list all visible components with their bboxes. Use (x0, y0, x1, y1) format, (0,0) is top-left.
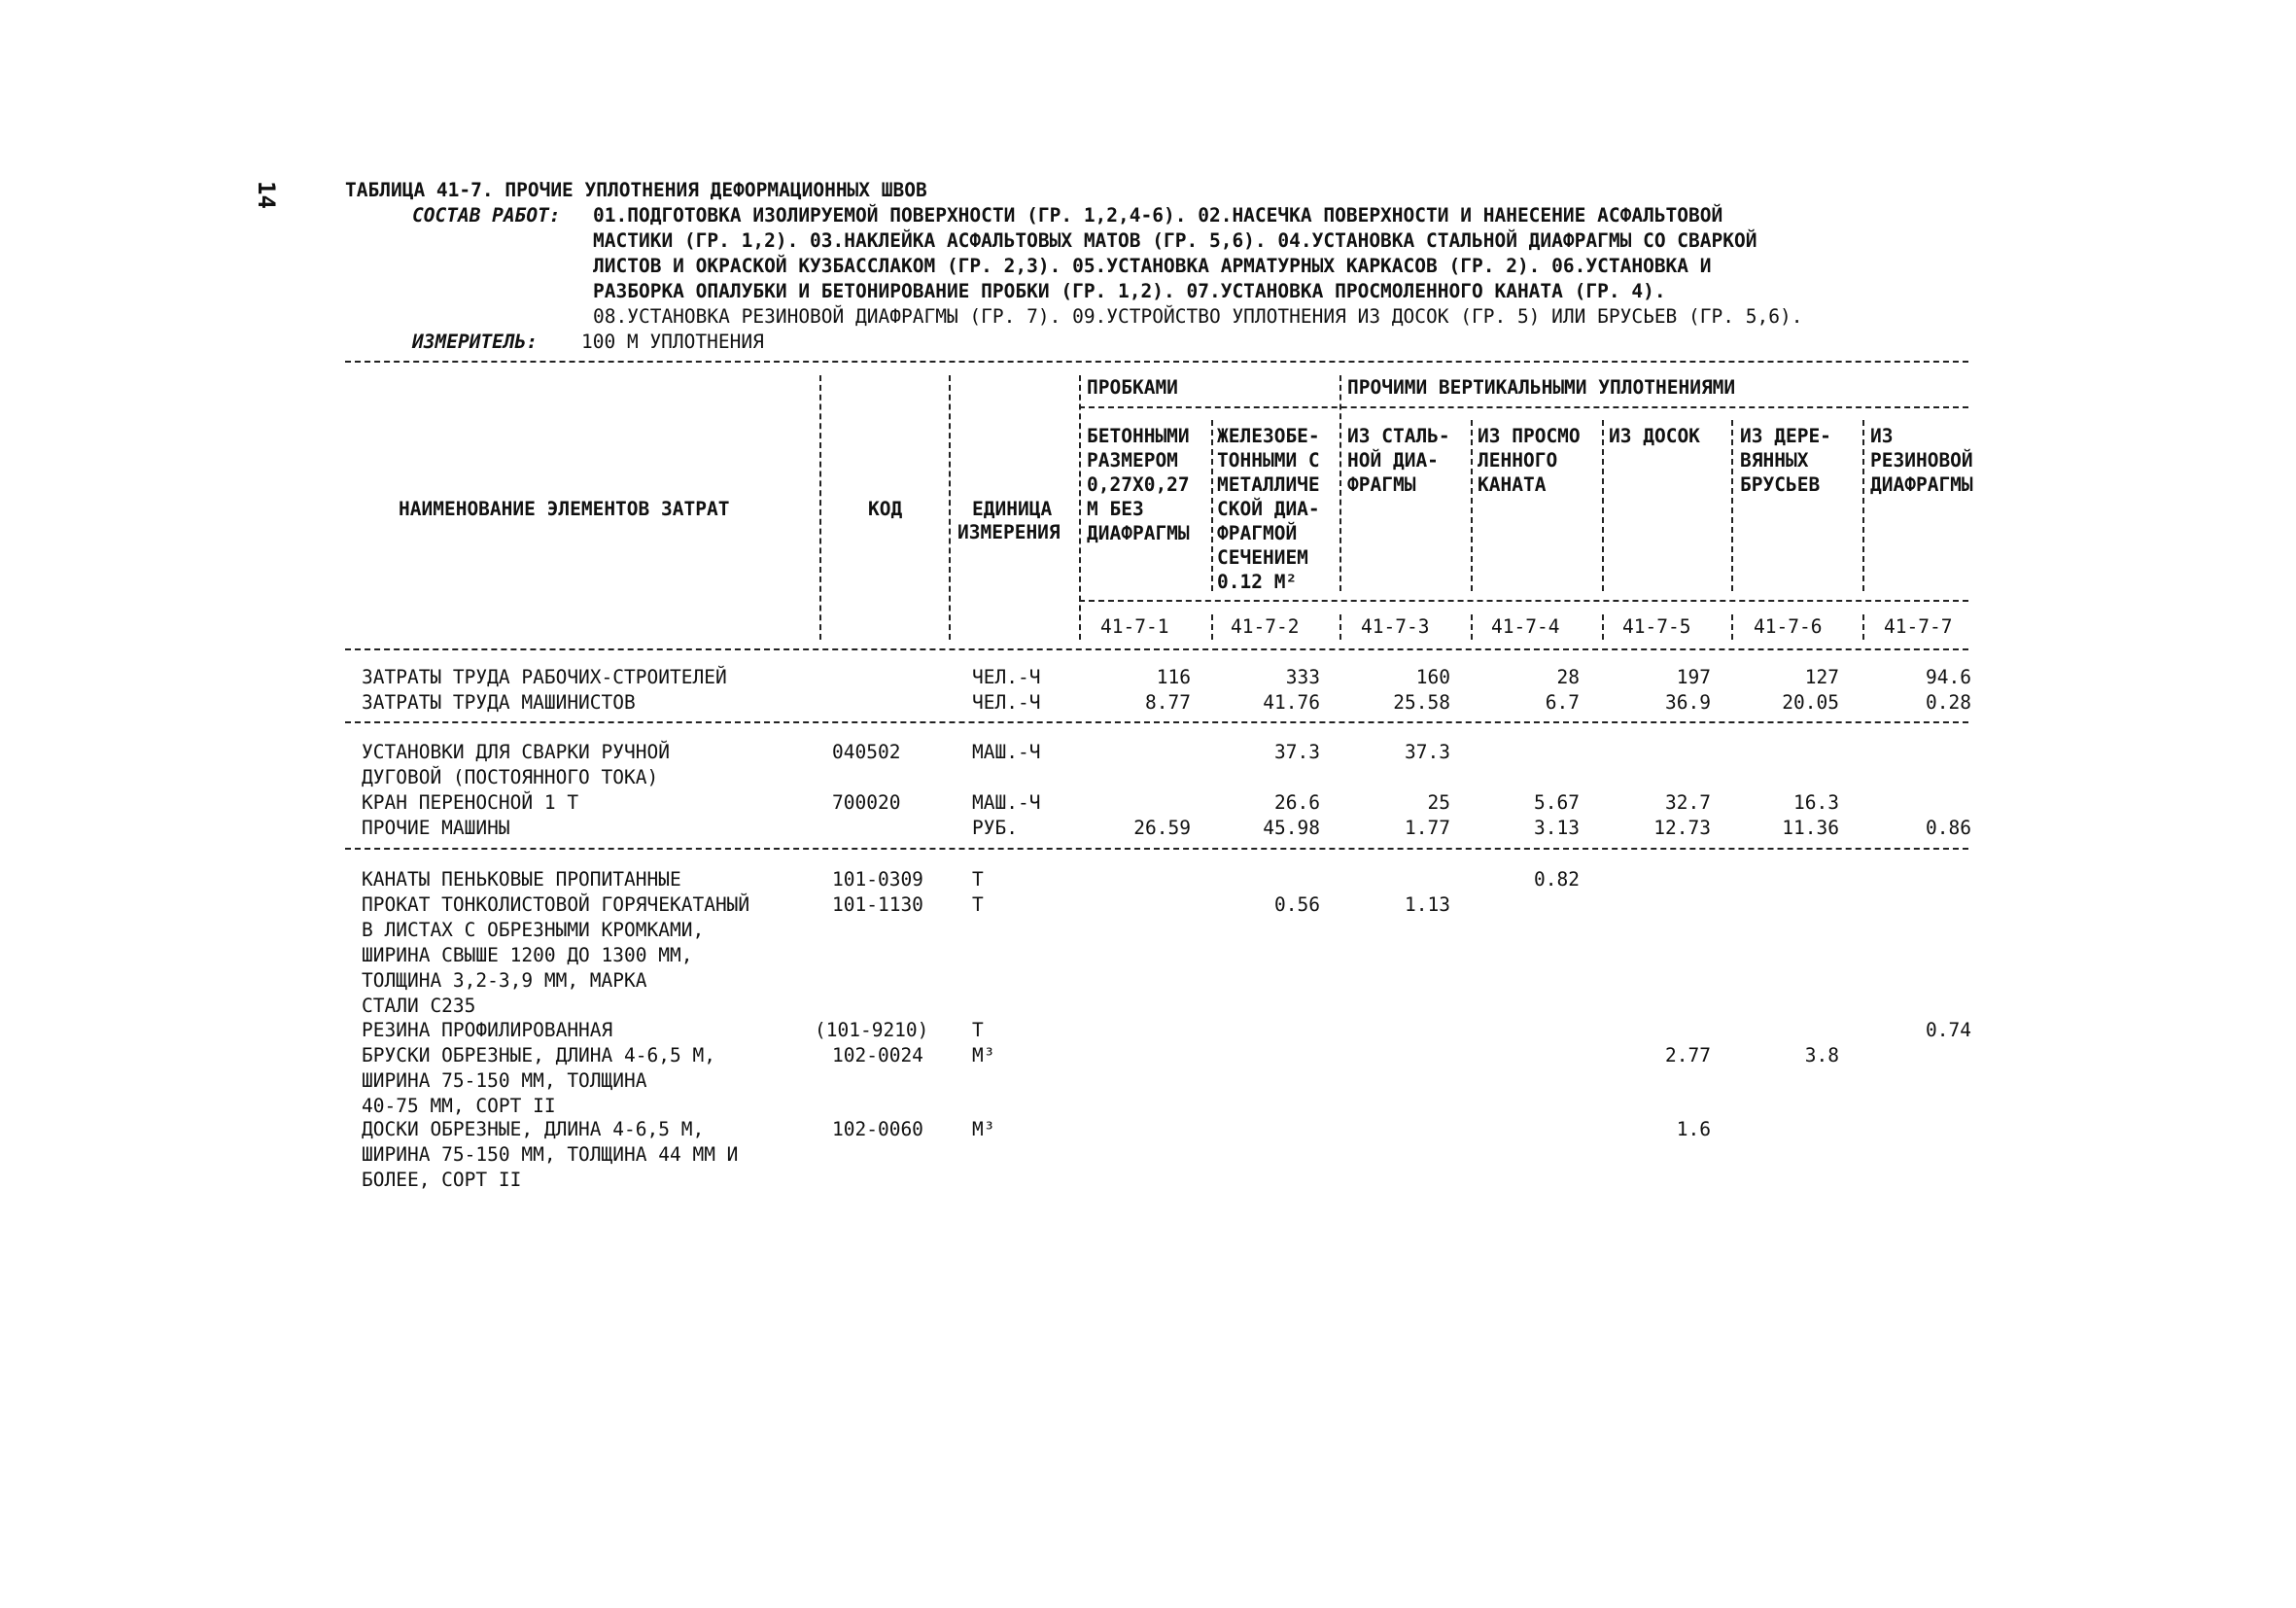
row-unit: Т (972, 1019, 984, 1041)
column-header-line: ДИАФРАГМЫ (1087, 522, 1190, 544)
row-name: ЗАТРАТЫ ТРУДА РАБОЧИХ-СТРОИТЕЛЕЙ (362, 666, 727, 688)
row-name: БОЛЕЕ, СОРТ II (362, 1169, 522, 1191)
row-value: 3.13 (1534, 817, 1580, 839)
row-value: 0.56 (1274, 893, 1320, 916)
row-value: 25.58 (1393, 691, 1450, 714)
header-code: КОД (868, 498, 903, 520)
row-code: (101-9210) (815, 1019, 929, 1041)
column-code: 41-7-3 (1361, 615, 1430, 638)
row-value: 127 (1804, 666, 1839, 688)
row-unit: Т (972, 893, 984, 916)
column-header-line: РЕЗИНОВОЙ (1870, 449, 1973, 472)
column-header-line: ДИАФРАГМЫ (1870, 473, 1973, 496)
row-name: УСТАНОВКИ ДЛЯ СВАРКИ РУЧНОЙ (362, 741, 670, 763)
col-divider (1731, 420, 1733, 591)
header-unit: ИЗМЕРЕНИЯ (957, 521, 1061, 543)
row-code: 101-0309 (832, 868, 923, 891)
col-divider (1079, 375, 1081, 640)
column-header-line: НОЙ ДИА- (1347, 449, 1439, 472)
header-group-other: ПРОЧИМИ ВЕРТИКАЛЬНЫМИ УПЛОТНЕНИЯМИ (1347, 376, 1736, 399)
column-header-line: МЕТАЛЛИЧЕ (1217, 473, 1320, 496)
header-unit: ЕДИНИЦА (972, 498, 1053, 520)
group-rule (1079, 406, 1968, 408)
col-divider (819, 375, 821, 640)
meter-label: ИЗМЕРИТЕЛЬ: (412, 331, 539, 353)
row-name: ДУГОВОЙ (ПОСТОЯННОГО ТОКА) (362, 766, 659, 788)
row-value: 41.76 (1263, 691, 1320, 714)
row-code: 101-1130 (832, 893, 923, 916)
row-code: 700020 (832, 791, 901, 814)
row-unit: М³ (972, 1118, 995, 1140)
composition-line: 01.ПОДГОТОВКА ИЗОЛИРУЕМОЙ ПОВЕРХНОСТИ (ГР. 1,2,4-6). 02.НАСЕЧКА ПОВЕРХНОСТИ И НАНЕСЕНИЕ АСФАЛЬТОВОЙ (593, 204, 1723, 227)
row-name: ПРОКАТ ТОНКОЛИСТОВОЙ ГОРЯЧЕКАТАНЫЙ (362, 893, 750, 916)
composition-line: МАСТИКИ (ГР. 1,2). 03.НАКЛЕЙКА АСФАЛЬТОВЫХ МАТОВ (ГР. 5,6). 04.УСТАНОВКА СТАЛЬНОЙ ДИАФРАГМЫ СО СВАРКОЙ (593, 229, 1757, 252)
row-code: 102-0024 (832, 1044, 923, 1066)
column-code: 41-7-6 (1754, 615, 1823, 638)
row-unit: М³ (972, 1044, 995, 1066)
row-value: 36.9 (1665, 691, 1711, 714)
row-value: 12.73 (1653, 817, 1711, 839)
column-header-line: 0.12 М² (1217, 571, 1298, 593)
col-divider (1471, 614, 1473, 640)
meter-value: 100 М УПЛОТНЕНИЯ (581, 331, 764, 353)
header-group-plugs: ПРОБКАМИ (1087, 376, 1178, 399)
row-value: 1.6 (1676, 1118, 1711, 1140)
row-value: 45.98 (1263, 817, 1320, 839)
column-header-line: ТОННЫМИ С (1217, 449, 1320, 472)
header-bottom-rule (345, 648, 1968, 650)
column-header-line: ЖЕЛЕЗОБЕ- (1217, 425, 1320, 447)
column-header-line: КАНАТА (1478, 473, 1547, 496)
row-name: ШИРИНА 75-150 ММ, ТОЛЩИНА 44 ММ И (362, 1143, 739, 1166)
column-code: 41-7-4 (1491, 615, 1560, 638)
column-code: 41-7-5 (1622, 615, 1691, 638)
table-title: ТАБЛИЦА 41-7. ПРОЧИЕ УПЛОТНЕНИЯ ДЕФОРМАЦИОННЫХ ШВОВ (345, 179, 927, 201)
composition-line: РАЗБОРКА ОПАЛУБКИ И БЕТОНИРОВАНИЕ ПРОБКИ (ГР. 1,2). 07.УСТАНОВКА ПРОСМОЛЕННОГО КАНАТА (ГР. 4). (593, 280, 1666, 302)
column-header-line: СКОЙ ДИА- (1217, 498, 1320, 520)
column-header-line: БРУСЬЕВ (1740, 473, 1821, 496)
column-header-line: РАЗМЕРОМ (1087, 449, 1178, 472)
row-value: 8.77 (1145, 691, 1191, 714)
composition-label: СОСТАВ РАБОТ: (412, 204, 561, 227)
table-top-rule (345, 361, 1968, 363)
row-name: В ЛИСТАХ С ОБРЕЗНЫМИ КРОМКАМИ, (362, 919, 705, 941)
row-value: 16.3 (1793, 791, 1839, 814)
composition-line: 08.УСТАНОВКА РЕЗИНОВОЙ ДИАФРАГМЫ (ГР. 7). 09.УСТРОЙСТВО УПЛОТНЕНИЯ ИЗ ДОСОК (ГР. 5) ИЛИ БРУСЬЕВ (ГР. 5,6). (593, 305, 1803, 328)
col-divider (1862, 420, 1864, 591)
column-code: 41-7-2 (1231, 615, 1300, 638)
col-divider (1339, 375, 1341, 591)
section-rule (345, 848, 1968, 850)
column-header-line: ЛЕННОГО (1478, 449, 1558, 472)
row-value: 26.6 (1274, 791, 1320, 814)
column-header-line: СЕЧЕНИЕМ (1217, 546, 1308, 569)
composition-line: ЛИСТОВ И ОКРАСКОЙ КУЗБАССЛАКОМ (ГР. 2,3). 05.УСТАНОВКА АРМАТУРНЫХ КАРКАСОВ (ГР. 2). 06.УСТАНОВКА И (593, 255, 1712, 277)
row-code: 102-0060 (832, 1118, 923, 1140)
row-value: 1.77 (1405, 817, 1450, 839)
column-header-line: М БЕЗ (1087, 498, 1144, 520)
row-value: 116 (1156, 666, 1191, 688)
row-value: 0.86 (1926, 817, 1971, 839)
col-divider (1211, 614, 1213, 640)
row-name: ШИРИНА 75-150 ММ, ТОЛЩИНА (362, 1069, 647, 1092)
row-value: 2.77 (1665, 1044, 1711, 1066)
column-header-line: ИЗ СТАЛЬ- (1347, 425, 1450, 447)
column-header-line: ФРАГМЫ (1347, 473, 1416, 496)
row-value: 37.3 (1405, 741, 1450, 763)
col-divider (1731, 614, 1733, 640)
header-name: НАИМЕНОВАНИЕ ЭЛЕМЕНТОВ ЗАТРАТ (399, 498, 730, 520)
row-value: 94.6 (1926, 666, 1971, 688)
row-value: 20.05 (1782, 691, 1839, 714)
col-divider (1339, 614, 1341, 640)
col-divider (1862, 614, 1864, 640)
row-name: 40-75 ММ, СОРТ II (362, 1095, 556, 1117)
column-header-line: ИЗ ДОСОК (1609, 425, 1700, 447)
row-value: 37.3 (1274, 741, 1320, 763)
row-value: 1.13 (1405, 893, 1450, 916)
row-value: 6.7 (1545, 691, 1580, 714)
row-name: ТОЛЩИНА 3,2-3,9 ММ, МАРКА (362, 969, 647, 992)
row-name: ЗАТРАТЫ ТРУДА МАШИНИСТОВ (362, 691, 636, 714)
column-header-line: ИЗ ПРОСМО (1478, 425, 1581, 447)
row-unit: ЧЕЛ.-Ч (972, 666, 1041, 688)
row-value: 3.8 (1804, 1044, 1839, 1066)
column-code: 41-7-7 (1884, 615, 1953, 638)
row-unit: МАШ.-Ч (972, 791, 1041, 814)
column-header-line: ИЗ ДЕРЕ- (1740, 425, 1831, 447)
row-value: 160 (1415, 666, 1450, 688)
row-value: 28 (1556, 666, 1580, 688)
row-value: 333 (1285, 666, 1320, 688)
col-divider (1211, 420, 1213, 591)
row-unit: ЧЕЛ.-Ч (972, 691, 1041, 714)
row-value: 25 (1427, 791, 1450, 814)
column-header-line: ИЗ (1870, 425, 1894, 447)
row-value: 5.67 (1534, 791, 1580, 814)
col-divider (949, 375, 951, 640)
section-rule (345, 721, 1968, 723)
row-name: ДОСКИ ОБРЕЗНЫЕ, ДЛИНА 4-6,5 М, (362, 1118, 705, 1140)
page-number: 14 (253, 181, 280, 209)
row-value: 0.74 (1926, 1019, 1971, 1041)
row-name: СТАЛИ С235 (362, 995, 476, 1017)
row-value: 11.36 (1782, 817, 1839, 839)
row-name: ПРОЧИЕ МАШИНЫ (362, 817, 510, 839)
column-header-line: БЕТОННЫМИ (1087, 425, 1190, 447)
column-header-line: ВЯННЫХ (1740, 449, 1809, 472)
row-unit: Т (972, 868, 984, 891)
col-divider (1602, 420, 1604, 591)
col-divider (1471, 420, 1473, 591)
row-name: БРУСКИ ОБРЕЗНЫЕ, ДЛИНА 4-6,5 М, (362, 1044, 715, 1066)
row-name: КАНАТЫ ПЕНЬКОВЫЕ ПРОПИТАННЫЕ (362, 868, 681, 891)
column-header-line: ФРАГМОЙ (1217, 522, 1298, 544)
row-value: 197 (1676, 666, 1711, 688)
row-name: КРАН ПЕРЕНОСНОЙ 1 Т (362, 791, 579, 814)
row-value: 0.82 (1534, 868, 1580, 891)
column-code: 41-7-1 (1100, 615, 1169, 638)
row-value: 26.59 (1133, 817, 1191, 839)
row-unit: МАШ.-Ч (972, 741, 1041, 763)
row-value: 0.28 (1926, 691, 1971, 714)
row-name: РЕЗИНА ПРОФИЛИРОВАННАЯ (362, 1019, 613, 1041)
row-unit: РУБ. (972, 817, 1018, 839)
row-name: ШИРИНА СВЫШЕ 1200 ДО 1300 ММ, (362, 944, 693, 966)
column-header-line: 0,27Х0,27 (1087, 473, 1190, 496)
col-divider (1602, 614, 1604, 640)
row-value: 32.7 (1665, 791, 1711, 814)
codes-rule (1079, 600, 1968, 602)
row-code: 040502 (832, 741, 901, 763)
